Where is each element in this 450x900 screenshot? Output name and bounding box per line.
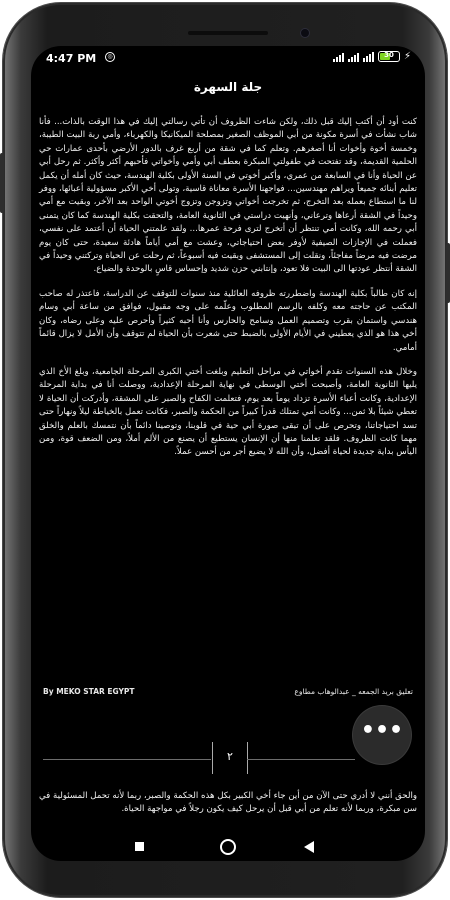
paragraph: كنت أود أن أكتب إليك قبل ذلك، ولكن شاءت الظروف أن تأتي رسالتي إليك في هذا الوقت بالذات... فأنا شاب نشأت في أسرة مكونة من أبي الموظف الصغير بمصلحة الميكانيكا والكهرباء، وأمي ربة البيت الطيبة، وخمسة أخوة وأخوات أنا أصغرهم. وتعلم كما في شقة من أربع غرف بالدور الأرضي بأحدى عمارات حي الحلمية القديمة، وقد تفتحت في طفولتي المبكرة بعطف أبي وأمي وأخواتي فأحبهم أكثر وأكثر. ثم رحل أبي عن الحياة وأنا في السابعة من عمري، وأكبر أخوتي في السنة الأولى بكلية الهندسة، حيث كان أمله أن يكمل تعليم أبنائه جميعاً ويراهم مهندسين... فواجهنا الأسرة معاناة قاسية، وتولى أخي الأكبر مسؤولية أعبائها، ووفر لنا ما استطاع بعمله بعد التخرج، ثم تخرجت أخواتي وتزوجن وتزوج أخوتي الواحد بعد الآخر، وبقيت مع أمي وحيداً في الشقة أرعاها وترعاني، وأنهيت دراستي في الثانوية العامة، والتحقت بكلية الهندسة كما كان يتمنى أبي رحمه الله، وكانت أمي تنتظر أن أتخرج لترى فرحة عمرها... ولقد علمتني الحياة أن أعتمد على نفسي، فعملت في الإجازات الصيفية لأوفر بعض احتياجاتي، وعشت مع أمي أياماً هادئة سعيدة، حتى كان يوم مرضت فيه مرضاً مفاجئاً، ونقلت إلى المستشفى وبقيت فيه أسبوعاً، ثم رحلت عن الحياة وتركتني وحيداً في الشقة أنتظر عودتها الى البيت فلا تعود، وإنتابني حزن شديد وإحساس قاسٍ بالوحدة والضياع. [39, 117, 417, 275]
front-camera [301, 29, 309, 37]
charging-icon: ⚡ [403, 51, 411, 62]
battery-percent: 30 [384, 51, 394, 59]
signal-icon-2 [348, 52, 359, 62]
status-time: 4:47 PM [46, 52, 97, 65]
power-button [446, 243, 450, 303]
screen [31, 46, 425, 861]
wifi-icon [363, 52, 374, 62]
more-options-button[interactable]: ••• [353, 706, 411, 764]
status-icons [333, 51, 411, 62]
status-bar [31, 46, 425, 70]
top-bezel [3, 3, 447, 46]
next-page-text: والحق أنني لا أدري حتى الآن من أين جاء أخي الكبير بكل هذه الحكمة والصبر، ربما لأنه تحمل المسئولية في سن مبكرة، وربما لأنه تعلم من أبي قبل أن يرحل كيف يكون رجلاً في مواجهة الحياة. [39, 791, 417, 815]
back-icon[interactable] [304, 841, 314, 853]
volume-button [0, 153, 4, 213]
credit-text: By MEKO STAR EGYPT [43, 687, 135, 696]
battery-icon [378, 51, 400, 62]
page-title: جلة السهرة [193, 80, 263, 94]
home-icon[interactable] [220, 839, 236, 855]
pager-divider-right [247, 759, 355, 760]
article-footer [43, 687, 413, 699]
notification-icon: ◎ [105, 52, 115, 62]
signal-icon [333, 52, 344, 62]
earpiece [188, 31, 268, 35]
reply-note: تعليق بريد الجمعه _ عبدالوهاب مطاوع [294, 687, 413, 696]
paragraph: إنه كان طالباً بكلية الهندسة واضطررته ظروفه العائلية منذ سنوات للتوقف عن الدراسة، فاعتذر له صاحب المكتب عن حاجته معه وكلفه بالرسم المطلوب وعلّمه على وجه مقبول، فوافق من ساعة أبي وسام هندسي واستمان بقرب وتصميم العمل وسامح والحارس وأنا أحبه كثيراً وأحرص عليه وعلى رضاه، وكان أخي هذا هو الذي يعطيني في الأيام الأولى بالضبط حتى شعرت بأن الحياة لم تتوقف وأن الأمل لا يزال قائماً أمامي. [39, 288, 417, 353]
page-indicator[interactable]: ٢ [212, 742, 248, 774]
navigation-bar [31, 831, 425, 861]
phone-frame [3, 3, 447, 897]
article-text [39, 116, 417, 471]
paragraph: وخلال هذه السنوات تقدم أخواتي في مراحل التعليم وبلغت أختي الكبرى المرحلة الجامعية، وبلغ الأخ الذي يليها الثانوية العامة، وأصبحت أختي الوسطى في نهاية المرحلة الإعدادية، ووصلت أنا في بداية المرحلة الإعدادية، وكانت أعباء الأسرة تزداد يوماً بعد يوم، فتعلمت الكفاح والصبر على المشقة، وأدركت أن الحياة لا تعطي شيئاً بلا ثمن... وكانت أمي تمتلك قدراً كبيراً من الحكمة والصبر، فكانت تعمل بالخياطة ليلاً ونهاراً حتى تسد احتياجاتنا، وتحرص على أن تبقى صورة أبي حية في قلوبنا، وتوصينا دائماً بأن نتمسك بالعلم والخلق مهما كانت الظروف. فلقد تعلمنا منها أن الإنسان يستطيع أن يصنع من الألم أملاً، ومن الضعف قوة، ومن اليأس بداية جديدة لحياة أفضل، وأن الله لا يضيع أجر من أحسن عملاً. [39, 366, 417, 458]
recent-apps-icon[interactable] [135, 842, 144, 851]
pager-divider-left [43, 759, 211, 760]
